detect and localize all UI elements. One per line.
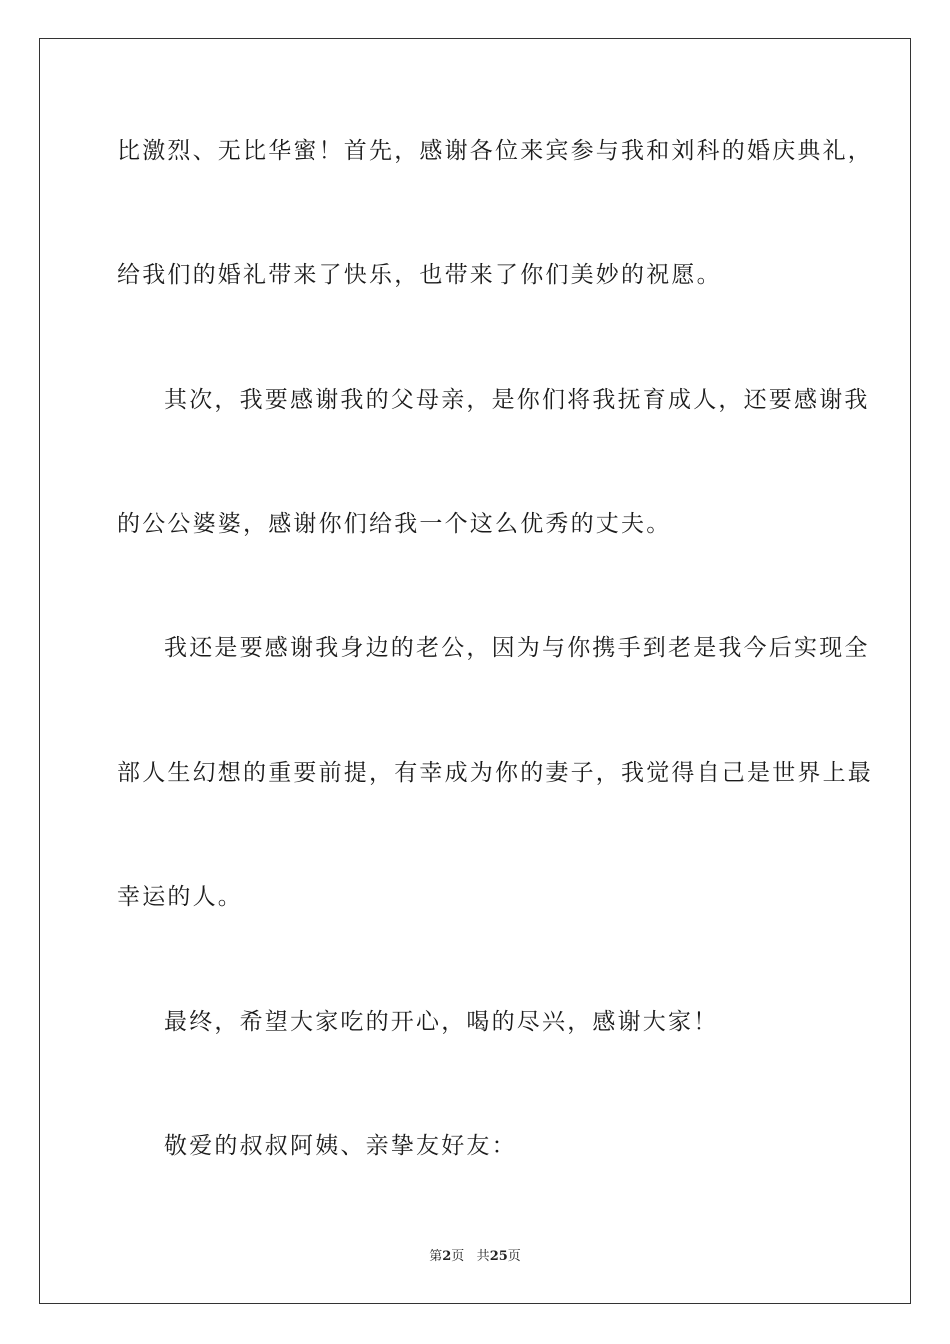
paragraph-line: 最终，希望大家吃的开心，喝的尽兴，感谢大家！ xyxy=(164,1009,719,1035)
paragraph-line: 给我们的婚礼带来了快乐，也带来了你们美妙的祝愿。 xyxy=(117,262,722,288)
paragraph-line: 敬爱的叔叔阿姨、亲挚友好友： xyxy=(164,1133,517,1159)
paragraph-line: 部人生幻想的重要前提，有幸成为你的妻子，我觉得自己是世界上最 xyxy=(117,760,873,786)
paragraph-line: 的公公婆婆，感谢你们给我一个这么优秀的丈夫。 xyxy=(117,511,672,537)
paragraph-line: 幸运的人。 xyxy=(117,884,243,910)
paragraph-line: 其次，我要感谢我的父母亲，是你们将我抚育成人，还要感谢我 xyxy=(164,387,870,413)
page-footer xyxy=(0,1248,950,1266)
current-page-number: 2 xyxy=(442,1249,452,1264)
footer-page-suffix: 页 xyxy=(451,1249,465,1264)
total-page-count: 25 xyxy=(489,1249,508,1264)
footer-total-suffix: 页 xyxy=(507,1249,521,1264)
paragraph-line: 我还是要感谢我身边的老公，因为与你携手到老是我今后实现全 xyxy=(164,635,870,661)
footer-total-prefix: 共 xyxy=(476,1249,490,1264)
paragraph-line: 比激烈、无比华蜜！首先，感谢各位来宾参与我和刘科的婚庆典礼， xyxy=(117,138,873,164)
footer-prefix: 第 xyxy=(429,1249,443,1264)
page-border xyxy=(39,38,911,1304)
